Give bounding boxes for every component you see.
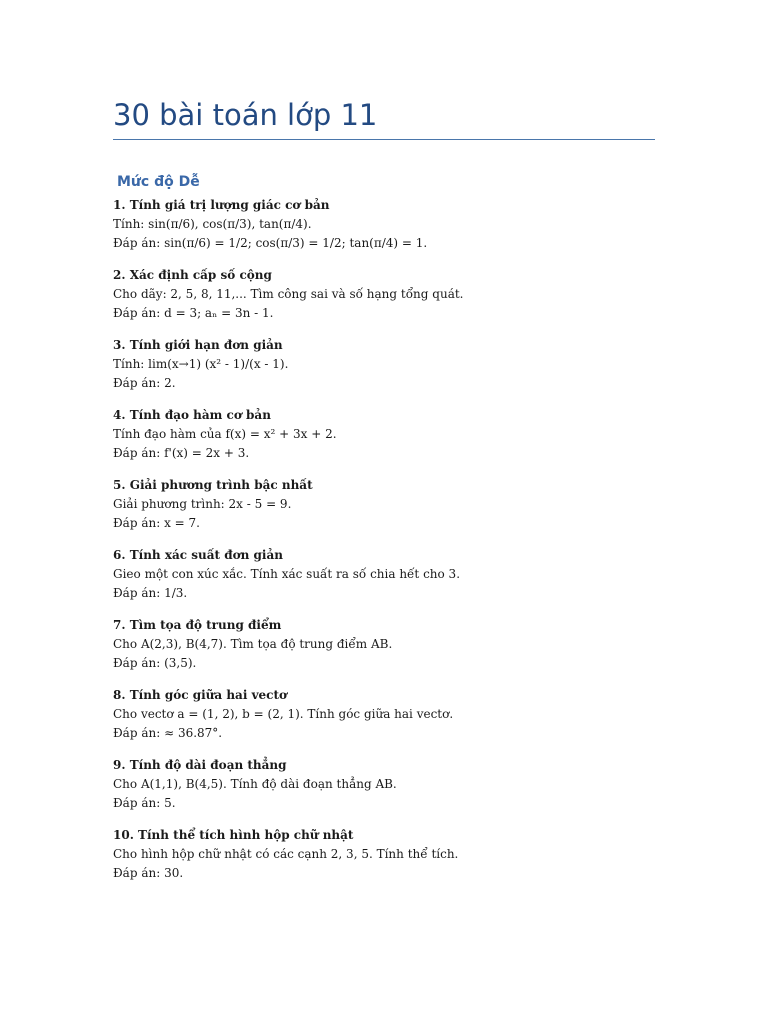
- problem-answer: Đáp án: 2.: [113, 376, 176, 390]
- problem-item: [113, 826, 655, 896]
- problem-answer: Đáp án: x = 7.: [113, 516, 200, 530]
- problem-answer: Đáp án: ≈ 36.87°.: [113, 726, 223, 740]
- problem-item: [113, 196, 655, 266]
- problem-item: [113, 336, 655, 406]
- problem-heading: 3. Tính giới hạn đơn giản: [113, 338, 283, 352]
- problem-item: [113, 266, 655, 336]
- problem-item: [113, 476, 655, 546]
- problem-heading: 1. Tính giá trị lượng giác cơ bản: [113, 198, 330, 212]
- problem-answer: Đáp án: (3,5).: [113, 656, 197, 670]
- problem-heading: 2. Xác định cấp số cộng: [113, 268, 272, 282]
- problem-question: Giải phương trình: 2x - 5 = 9.: [113, 497, 292, 511]
- document-title: 30 bài toán lớp 11: [113, 98, 378, 132]
- problem-heading: 8. Tính góc giữa hai vectơ: [113, 688, 288, 702]
- problem-question: Tính: sin(π/6), cos(π/3), tan(π/4).: [113, 217, 312, 231]
- problem-answer: Đáp án: d = 3; aₙ = 3n - 1.: [113, 306, 274, 320]
- problem-item: [113, 546, 655, 616]
- problem-list: [113, 196, 655, 896]
- problem-question: Tính đạo hàm của f(x) = x² + 3x + 2.: [113, 427, 337, 441]
- problem-heading: 5. Giải phương trình bậc nhất: [113, 478, 313, 492]
- title-divider: [113, 139, 655, 140]
- problem-answer: Đáp án: f'(x) = 2x + 3.: [113, 446, 250, 460]
- problem-heading: 7. Tìm tọa độ trung điểm: [113, 618, 282, 632]
- problem-heading: 10. Tính thể tích hình hộp chữ nhật: [113, 828, 354, 842]
- problem-answer: Đáp án: 1/3.: [113, 586, 188, 600]
- problem-question: Cho vectơ a = (1, 2), b = (2, 1). Tính góc giữa hai vectơ.: [113, 707, 454, 721]
- problem-item: [113, 686, 655, 756]
- problem-heading: 6. Tính xác suất đơn giản: [113, 548, 283, 562]
- problem-question: Gieo một con xúc xắc. Tính xác suất ra số chia hết cho 3.: [113, 567, 461, 581]
- problem-answer: Đáp án: 5.: [113, 796, 176, 810]
- problem-question: Cho A(2,3), B(4,7). Tìm tọa độ trung điểm AB.: [113, 637, 393, 651]
- problem-question: Cho hình hộp chữ nhật có các cạnh 2, 3, 5. Tính thể tích.: [113, 847, 459, 861]
- problem-question: Cho A(1,1), B(4,5). Tính độ dài đoạn thẳng AB.: [113, 777, 397, 791]
- problem-answer: Đáp án: 30.: [113, 866, 184, 880]
- problem-question: Tính: lim(x→1) (x² - 1)/(x - 1).: [113, 357, 289, 371]
- section-title: Mức độ Dễ: [117, 174, 200, 190]
- problem-item: [113, 616, 655, 686]
- problem-item: [113, 756, 655, 826]
- problem-answer: Đáp án: sin(π/6) = 1/2; cos(π/3) = 1/2; tan(π/4) = 1.: [113, 236, 428, 250]
- problem-heading: 4. Tính đạo hàm cơ bản: [113, 408, 271, 422]
- problem-heading: 9. Tính độ dài đoạn thẳng: [113, 758, 287, 772]
- problem-item: [113, 406, 655, 476]
- problem-question: Cho dãy: 2, 5, 8, 11,... Tìm công sai và số hạng tổng quát.: [113, 287, 464, 301]
